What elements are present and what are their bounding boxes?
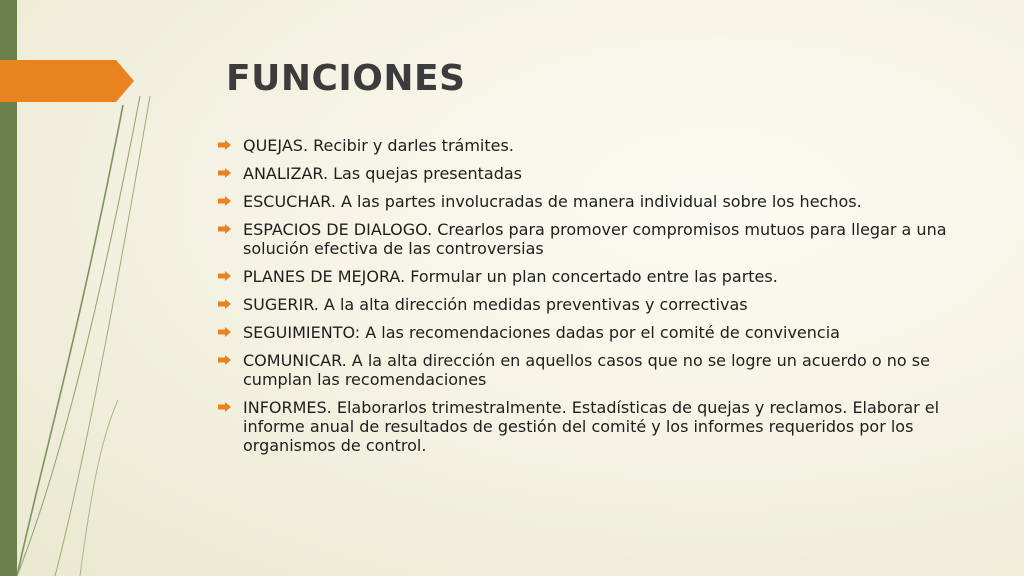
arrow-bullet-icon	[218, 402, 231, 412]
bullet-text: PLANES DE MEJORA. Formular un plan concertado entre las partes.	[243, 267, 778, 286]
bullet-text: INFORMES. Elaborarlos trimestralmente. Estadísticas de quejas y reclamos. Elaborar el informe anual de resultados de gestión del comité y los informes requeridos por los organismos de control.	[243, 398, 940, 455]
arrow-bullet-icon	[218, 355, 231, 365]
arrow-bullet-icon	[218, 271, 231, 281]
arrow-bullet-icon	[218, 196, 231, 206]
bullet-item	[216, 323, 956, 342]
bullet-list	[216, 136, 956, 464]
bullet-text: QUEJAS. Recibir y darles trámites.	[243, 136, 514, 155]
bullet-item	[216, 220, 956, 258]
bullet-text: ESPACIOS DE DIALOGO. Crearlos para promover compromisos mutuos para llegar a una solución efectiva de las controversias	[243, 220, 947, 258]
arrow-bullet-icon	[218, 299, 231, 309]
bullet-text: ESCUCHAR. A las partes involucradas de manera individual sobre los hechos.	[243, 192, 862, 211]
bullet-text: COMUNICAR. A la alta dirección en aquellos casos que no se logre un acuerdo o no se cumplan las recomendaciones	[243, 351, 930, 389]
arrow-bullet-icon	[218, 168, 231, 178]
page-title: FUNCIONES	[226, 58, 466, 99]
bullet-text: SEGUIMIENTO: A las recomendaciones dadas por el comité de convivencia	[243, 323, 840, 342]
bullet-item	[216, 295, 956, 314]
bullet-item	[216, 164, 956, 183]
orange-title-tab	[0, 60, 134, 102]
bullet-text: SUGERIR. A la alta dirección medidas preventivas y correctivas	[243, 295, 748, 314]
bullet-item	[216, 192, 956, 211]
bullet-item	[216, 398, 956, 455]
arrow-bullet-icon	[218, 224, 231, 234]
bullet-item	[216, 267, 956, 286]
bullet-item	[216, 351, 956, 389]
arrow-bullet-icon	[218, 327, 231, 337]
arrow-bullet-icon	[218, 140, 231, 150]
bullet-item	[216, 136, 956, 155]
bullet-text: ANALIZAR. Las quejas presentadas	[243, 164, 522, 183]
